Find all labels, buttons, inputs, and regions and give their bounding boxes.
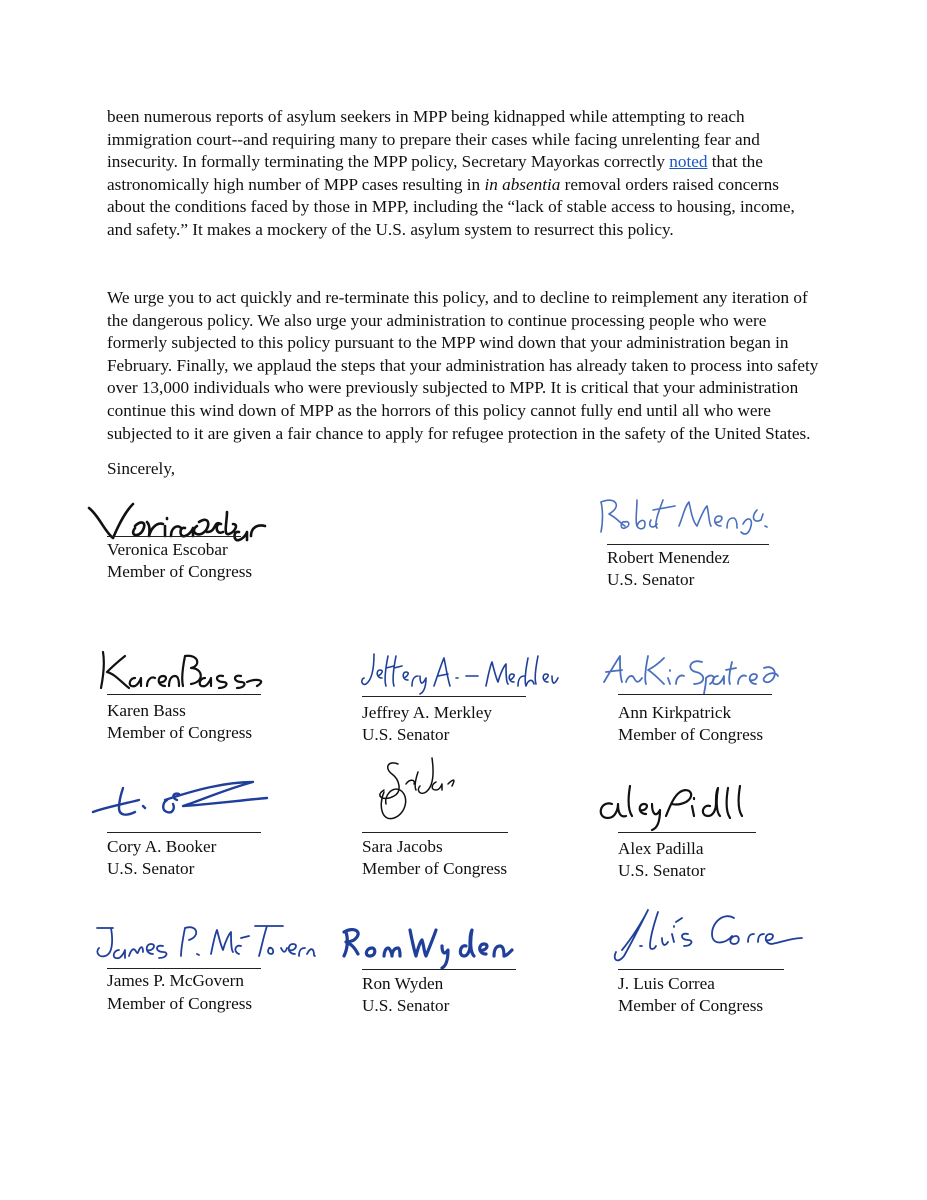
signatory-title: U.S. Senator — [362, 996, 450, 1015]
paragraph-1-text-c: removal orders raised concerns about the conditions faced by those in MPP, including the “lack of stable access to housing, income, and safety.” It makes a mockery of the U.S. asylum system to resurrect this policy. — [107, 174, 795, 239]
signature-mcgovern — [107, 918, 307, 978]
signature-line — [362, 696, 526, 697]
signatory-name: James P. McGovern — [107, 971, 245, 990]
signature-menendez — [607, 492, 807, 552]
signatory-name: Ron Wyden — [362, 974, 444, 993]
signature-line — [107, 536, 241, 537]
signature-line — [107, 694, 261, 695]
signature-jacobs — [362, 754, 562, 834]
signature-line — [362, 969, 516, 970]
signatory-name: Alex Padilla — [618, 839, 704, 858]
signatory-name: Ann Kirkpatrick — [618, 703, 732, 722]
signatory-name: Jeffrey A. Merkley — [362, 703, 492, 722]
signatory-name: Cory A. Booker — [107, 837, 217, 856]
signature-line — [618, 832, 756, 833]
closing-salutation: Sincerely, — [107, 459, 176, 478]
signatory-name: Karen Bass — [107, 701, 186, 720]
signature-padilla — [618, 780, 818, 840]
signature-merkley — [362, 648, 562, 698]
paragraph-1 — [107, 106, 819, 242]
signatory-title: Member of Congress — [107, 723, 253, 742]
paragraph-2: We urge you to act quickly and re-terminate this policy, and to decline to reimplement any iteration of the dangerous policy. We also urge your administration to continue processing people who were formerly subjected to this policy pursuant to the MPP wind down that your administration began in February. Finally, we applaud the steps that your administration has already taken to process into safety over 13,000 individuals who were previously subjected to MPP. It is critical that your administration continue this wind down of MPP as the horrors of this policy cannot fully end until all who were subjected to it are given a fair chance to apply for refugee protection in the safety of the United States. — [107, 288, 819, 443]
signatory-title: U.S. Senator — [362, 725, 450, 744]
signatory-name: Robert Menendez — [607, 548, 730, 567]
signature-kirkpatrick — [618, 648, 838, 698]
signatory-title: U.S. Senator — [107, 859, 195, 878]
signature-line — [107, 832, 261, 833]
signature-line — [618, 694, 772, 695]
signatory-name: Sara Jacobs — [362, 837, 443, 856]
signatory-title: Member of Congress — [618, 996, 764, 1015]
signatory-title: Member of Congress — [618, 725, 764, 744]
signature-booker — [107, 780, 307, 840]
signature-line — [107, 968, 261, 969]
noted-link[interactable]: noted — [669, 152, 708, 172]
paragraph-1-text-b: that the astronomically high number of MPP cases resulting in — [107, 152, 763, 194]
signatory-name: J. Luis Correa — [618, 974, 715, 993]
signature-line — [362, 832, 508, 833]
signature-line — [607, 544, 769, 545]
signatory-name: Veronica Escobar — [107, 540, 228, 559]
in-absentia-italic: in absentia — [484, 174, 561, 194]
signature-bass — [107, 648, 307, 698]
signatory-title: U.S. Senator — [607, 570, 695, 589]
signatory-title: Member of Congress — [362, 859, 508, 878]
signatory-title: Member of Congress — [107, 562, 253, 581]
signature-correa — [618, 908, 838, 978]
paragraph-1-text-a: been numerous reports of asylum seekers in MPP being kidnapped while attempting to reach immigration court--and requiring many to prepare their cases while facing unrelenting fear and insecurity. In formally terminating the MPP policy, Secretary Mayorkas correctly — [107, 107, 760, 172]
signature-line — [618, 969, 784, 970]
signatory-title: U.S. Senator — [618, 861, 706, 880]
signatory-title: Member of Congress — [107, 994, 253, 1013]
